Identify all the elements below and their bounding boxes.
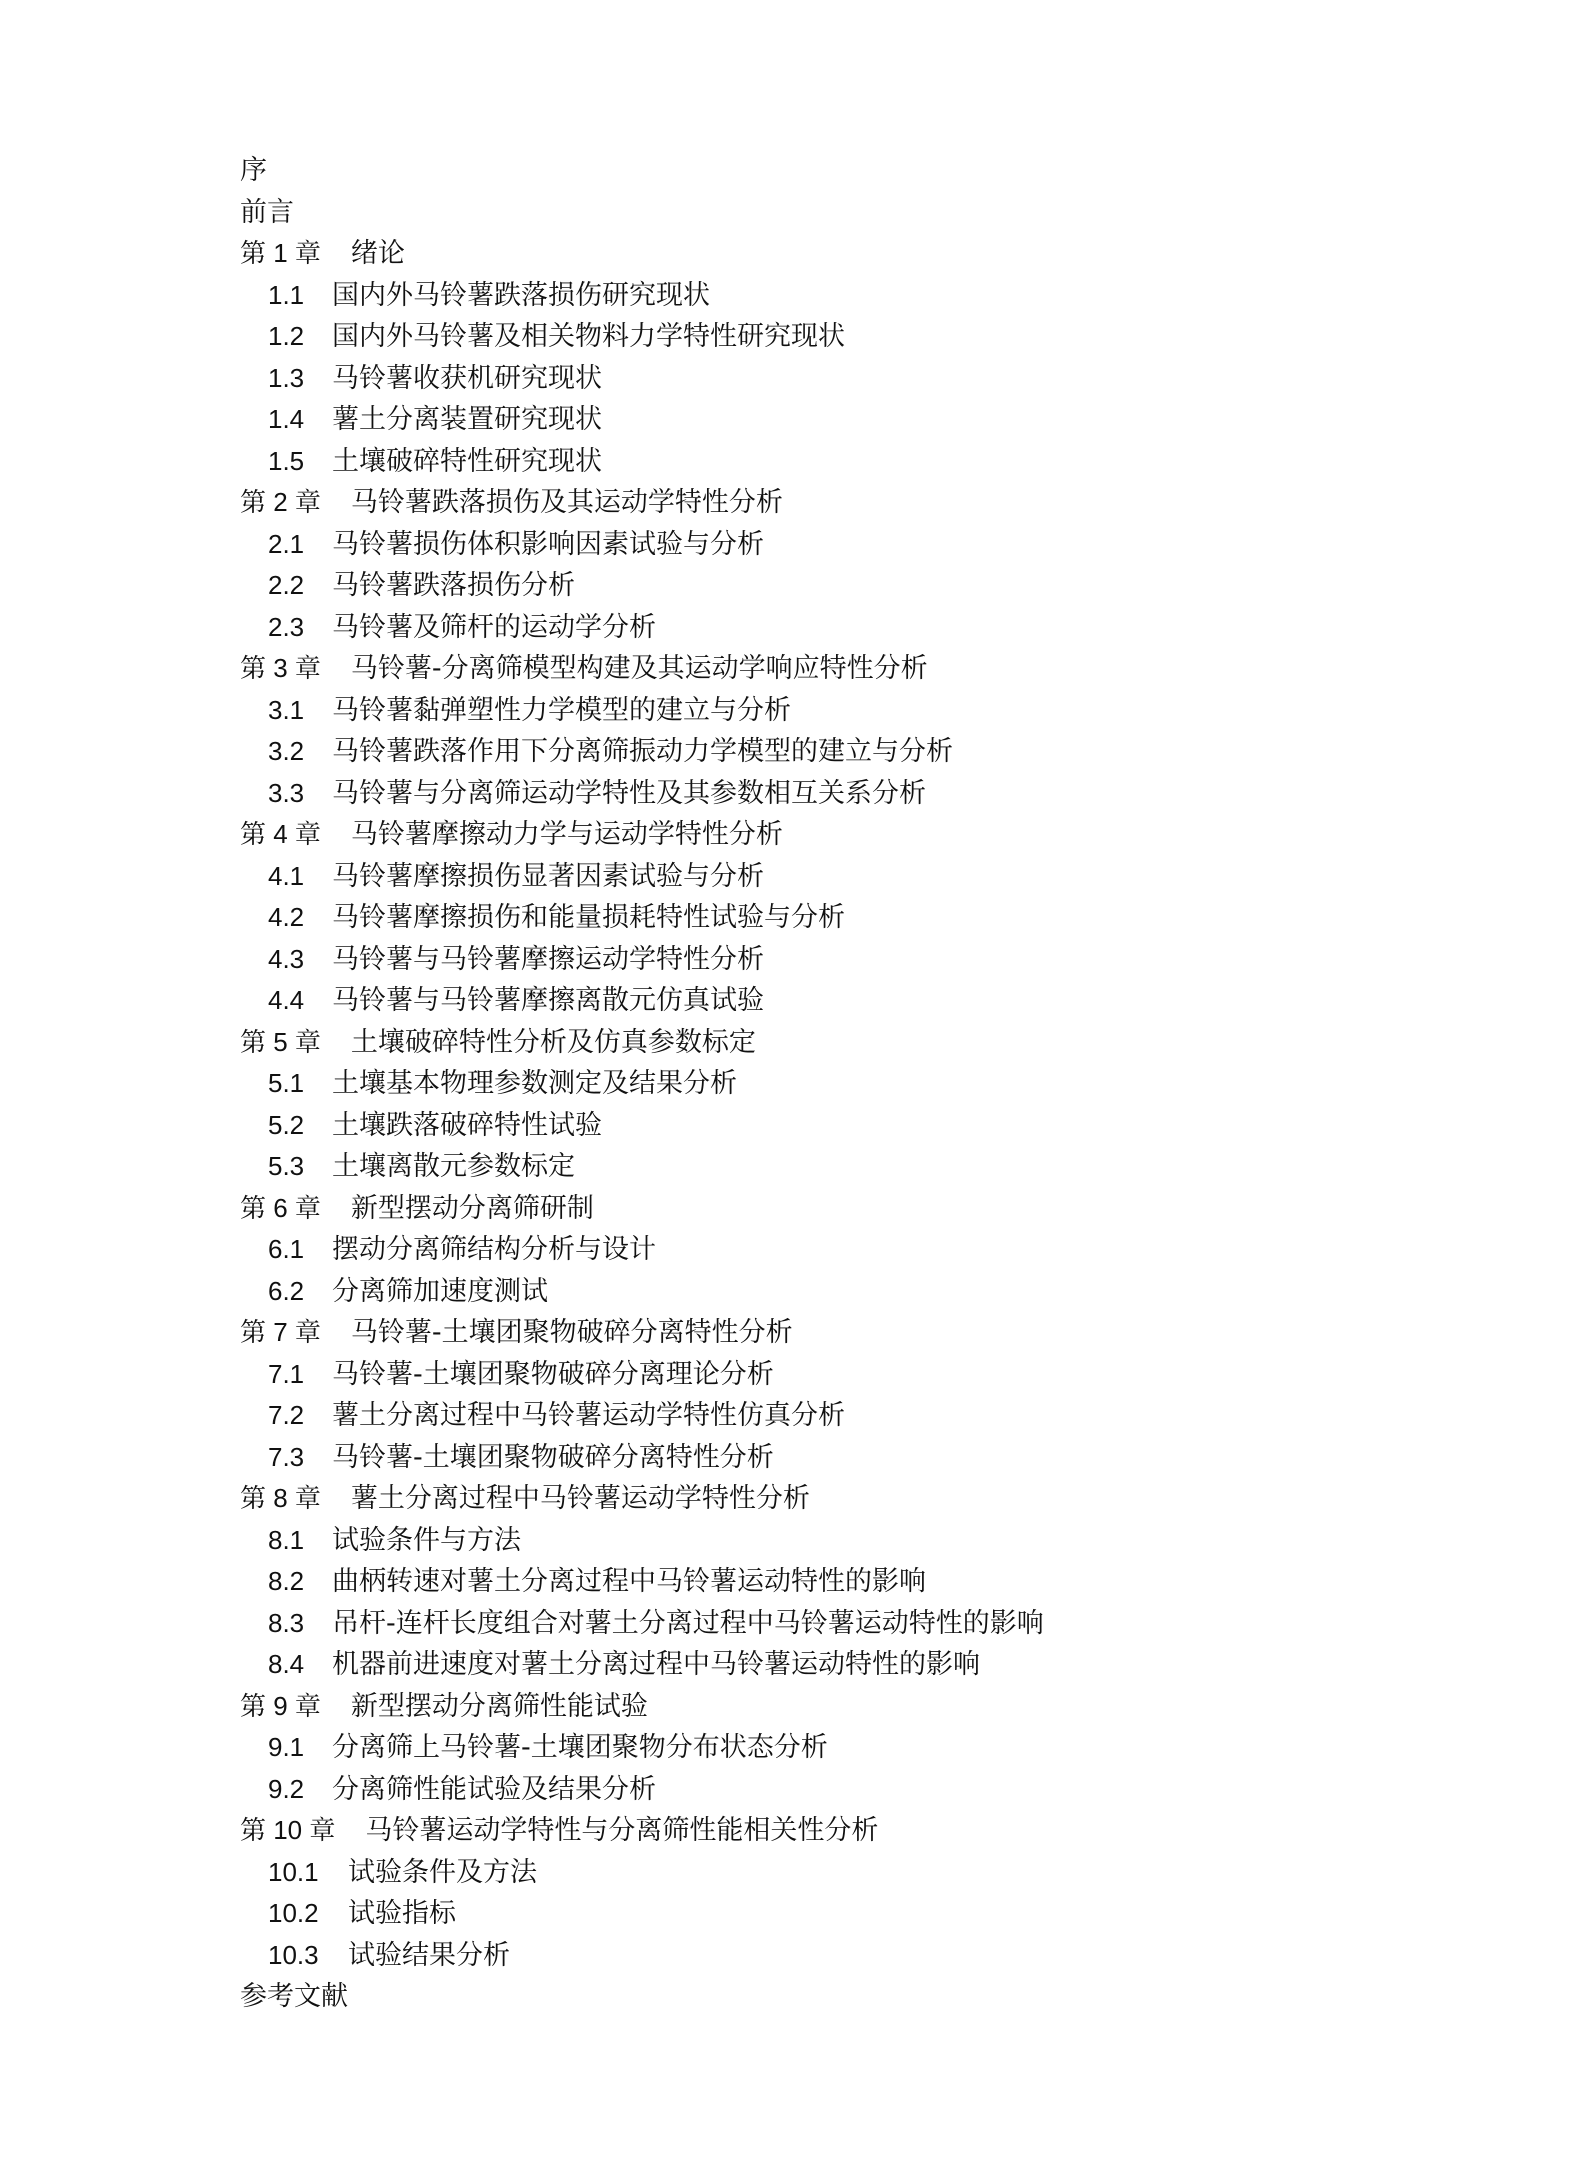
- toc-entry-title: 新型摆动分离筛性能试验: [350, 1690, 648, 1722]
- toc-chapter-entry: [240, 814, 1440, 856]
- toc-section-entry: [240, 1727, 1440, 1769]
- toc-entry-title: 马铃薯-土壤团聚物破碎分离理论分析: [332, 1358, 774, 1390]
- toc-entry-number: 10.2: [268, 1898, 319, 1928]
- toc-entry-number: 6.1: [268, 1234, 305, 1264]
- toc-entry-number: 4.3: [268, 943, 305, 974]
- toc-chapter-entry: [240, 1022, 1440, 1064]
- toc-entry-number: 2.1: [268, 528, 305, 559]
- toc-entry-number: 3.2: [268, 736, 305, 766]
- toc-entry-number: 8.3: [268, 1607, 305, 1638]
- toc-entry-title: 马铃薯摩擦损伤显著因素试验与分析: [332, 860, 764, 892]
- toc-chapter-entry: [240, 482, 1440, 524]
- toc-entry-title: 吊杆-连杆长度组合对薯土分离过程中马铃薯运动特性的影响: [332, 1607, 1044, 1639]
- toc-section-entry: [240, 1395, 1440, 1437]
- toc-entry-number: 5.3: [268, 1151, 305, 1181]
- toc-section-entry: [240, 524, 1440, 566]
- toc-section-entry: [240, 856, 1440, 898]
- toc-entry-title: 前言: [240, 196, 294, 228]
- toc-section-entry: [240, 1354, 1440, 1396]
- toc-entry-number: 第 8 章: [240, 1483, 321, 1513]
- toc-entry-title: 马铃薯跌落损伤分析: [332, 570, 575, 601]
- toc-entry-title: 马铃薯收获机研究现状: [332, 362, 602, 394]
- toc-entry-number: 7.1: [268, 1358, 305, 1389]
- toc-entry-number: 10.1: [268, 1856, 319, 1887]
- toc-entry-number: 第 2 章: [240, 487, 321, 517]
- toc-entry-title: 机器前进速度对薯土分离过程中马铃薯运动特性的影响: [332, 1649, 980, 1680]
- toc-section-entry: [240, 1561, 1440, 1603]
- toc-entry-title: 马铃薯-土壤团聚物破碎分离特性分析: [350, 1317, 793, 1348]
- toc-entry-title: 试验结果分析: [348, 1939, 510, 1971]
- toc-entry: [240, 1976, 1440, 2018]
- toc-section-entry: [240, 1437, 1440, 1479]
- toc-entry-number: 1.1: [268, 279, 305, 310]
- toc-entry-title: 国内外马铃薯及相关物料力学特性研究现状: [332, 321, 845, 352]
- toc-entry-title: 试验指标: [348, 1898, 456, 1929]
- toc-entry-number: 第 7 章: [240, 1317, 321, 1347]
- toc-section-entry: [240, 1105, 1440, 1147]
- toc-chapter-entry: [240, 648, 1440, 690]
- toc-entry-number: 第 6 章: [240, 1192, 321, 1223]
- toc-entry-title: 马铃薯黏弹塑性力学模型的建立与分析: [332, 694, 791, 726]
- toc-entry-number: 5.2: [268, 1109, 305, 1140]
- toc-entry-title: 薯土分离过程中马铃薯运动学特性分析: [350, 1483, 810, 1514]
- toc-entry-number: 5.1: [268, 1068, 305, 1098]
- toc-entry-title: 马铃薯跌落作用下分离筛振动力学模型的建立与分析: [332, 736, 953, 767]
- toc-section-entry: [240, 1893, 1440, 1935]
- toc-entry-title: 绪论: [350, 238, 405, 269]
- toc-entry-title: 马铃薯与马铃薯摩擦运动学特性分析: [332, 943, 764, 975]
- toc-chapter-entry: [240, 1312, 1440, 1354]
- toc-entry-title: 薯土分离过程中马铃薯运动学特性仿真分析: [332, 1400, 845, 1431]
- toc-entry-title: 国内外马铃薯跌落损伤研究现状: [332, 279, 710, 311]
- toc-entry-number: 第 10 章: [240, 1815, 336, 1845]
- toc-entry-title: 试验条件与方法: [332, 1524, 521, 1556]
- toc-entry-title: 参考文献: [240, 1981, 348, 2012]
- toc-section-entry: [240, 1146, 1440, 1188]
- toc-entry-title: 薯土分离装置研究现状: [332, 404, 602, 435]
- toc-entry-title: 分离筛加速度测试: [332, 1275, 548, 1307]
- toc-chapter-entry: [240, 1478, 1440, 1520]
- toc-entry-number: 2.2: [268, 570, 305, 600]
- toc-entry-title: 马铃薯与分离筛运动学特性及其参数相互关系分析: [332, 777, 926, 809]
- toc-entry-number: 6.2: [268, 1275, 305, 1306]
- toc-entry: [240, 150, 1440, 192]
- toc-entry-title: 马铃薯-分离筛模型构建及其运动学响应特性分析: [350, 653, 928, 684]
- toc-section-entry: [240, 1852, 1440, 1894]
- toc-entry-title: 土壤破碎特性分析及仿真参数标定: [350, 1026, 756, 1058]
- toc-section-entry: [240, 897, 1440, 939]
- toc-entry-title: 摆动分离筛结构分析与设计: [332, 1234, 656, 1265]
- toc-entry-title: 马铃薯与马铃薯摩擦离散元仿真试验: [332, 985, 764, 1016]
- toc-section-entry: [240, 358, 1440, 400]
- toc-entry-title: 马铃薯-土壤团聚物破碎分离特性分析: [332, 1441, 774, 1473]
- toc-entry-title: 马铃薯摩擦动力学与运动学特性分析: [350, 819, 783, 850]
- toc-entry-title: 试验条件及方法: [348, 1856, 537, 1888]
- toc-section-entry: [240, 607, 1440, 649]
- toc-section-entry: [240, 690, 1440, 732]
- toc-entry-title: 马铃薯摩擦损伤和能量损耗特性试验与分析: [332, 902, 845, 933]
- toc-entry-number: 8.4: [268, 1649, 305, 1679]
- toc-chapter-entry: [240, 1686, 1440, 1728]
- toc-entry-number: 10.3: [268, 1939, 319, 1970]
- toc-entry-title: 马铃薯跌落损伤及其运动学特性分析: [350, 487, 783, 518]
- toc-section-entry: [240, 1520, 1440, 1562]
- toc-entry-title: 土壤基本物理参数测定及结果分析: [332, 1068, 737, 1099]
- toc-section-entry: [240, 1935, 1440, 1977]
- toc-entry-title: 新型摆动分离筛研制: [350, 1192, 594, 1224]
- toc-entry-number: 3.1: [268, 694, 305, 725]
- toc-entry-number: 4.1: [268, 860, 305, 891]
- toc-entry-number: 第 1 章: [240, 238, 321, 268]
- toc-section-entry: [240, 939, 1440, 981]
- toc-entry-number: 1.3: [268, 362, 305, 393]
- table-of-contents: [240, 150, 1440, 2018]
- toc-chapter-entry: [240, 1810, 1440, 1852]
- toc-entry-number: 第 3 章: [240, 653, 321, 683]
- toc-chapter-entry: [240, 233, 1440, 275]
- toc-section-entry: [240, 565, 1440, 607]
- toc-section-entry: [240, 1271, 1440, 1313]
- toc-section-entry: [240, 316, 1440, 358]
- toc-entry-title: 土壤破碎特性研究现状: [332, 445, 602, 477]
- toc-section-entry: [240, 1603, 1440, 1645]
- toc-entry-title: 分离筛上马铃薯-土壤团聚物分布状态分析: [332, 1732, 828, 1763]
- toc-section-entry: [240, 980, 1440, 1022]
- toc-section-entry: [240, 1229, 1440, 1271]
- toc-entry-number: 2.3: [268, 611, 305, 642]
- toc-section-entry: [240, 731, 1440, 773]
- toc-section-entry: [240, 773, 1440, 815]
- toc-entry-title: 序: [240, 155, 267, 186]
- toc-entry-number: 4.4: [268, 985, 305, 1015]
- toc-entry-title: 马铃薯运动学特性与分离筛性能相关性分析: [365, 1815, 879, 1846]
- toc-entry-number: 7.3: [268, 1441, 305, 1472]
- toc-entry-number: 7.2: [268, 1400, 305, 1430]
- toc-entry-number: 8.2: [268, 1566, 305, 1596]
- toc-entry-title: 马铃薯损伤体积影响因素试验与分析: [332, 528, 764, 560]
- toc-entry-number: 4.2: [268, 902, 305, 932]
- toc-section-entry: [240, 399, 1440, 441]
- toc-section-entry: [240, 441, 1440, 483]
- toc-entry-number: 8.1: [268, 1524, 305, 1555]
- toc-entry-number: 9.1: [268, 1732, 305, 1762]
- toc-entry-title: 分离筛性能试验及结果分析: [332, 1773, 656, 1805]
- toc-entry-number: 第 4 章: [240, 819, 321, 849]
- toc-entry-title: 土壤离散元参数标定: [332, 1151, 575, 1182]
- toc-entry: [240, 192, 1440, 234]
- toc-section-entry: [240, 1769, 1440, 1811]
- toc-section-entry: [240, 1644, 1440, 1686]
- toc-entry-title: 曲柄转速对薯土分离过程中马铃薯运动特性的影响: [332, 1566, 926, 1597]
- toc-entry-number: 9.2: [268, 1773, 305, 1804]
- toc-entry-number: 第 5 章: [240, 1026, 321, 1057]
- toc-entry-number: 1.4: [268, 404, 305, 434]
- toc-entry-number: 1.5: [268, 445, 305, 476]
- toc-section-entry: [240, 1063, 1440, 1105]
- toc-entry-number: 1.2: [268, 321, 305, 351]
- toc-entry-number: 第 9 章: [240, 1690, 321, 1721]
- toc-entry-title: 马铃薯及筛杆的运动学分析: [332, 611, 656, 643]
- toc-entry-number: 3.3: [268, 777, 305, 808]
- toc-chapter-entry: [240, 1188, 1440, 1230]
- toc-entry-title: 土壤跌落破碎特性试验: [332, 1109, 602, 1141]
- toc-section-entry: [240, 275, 1440, 317]
